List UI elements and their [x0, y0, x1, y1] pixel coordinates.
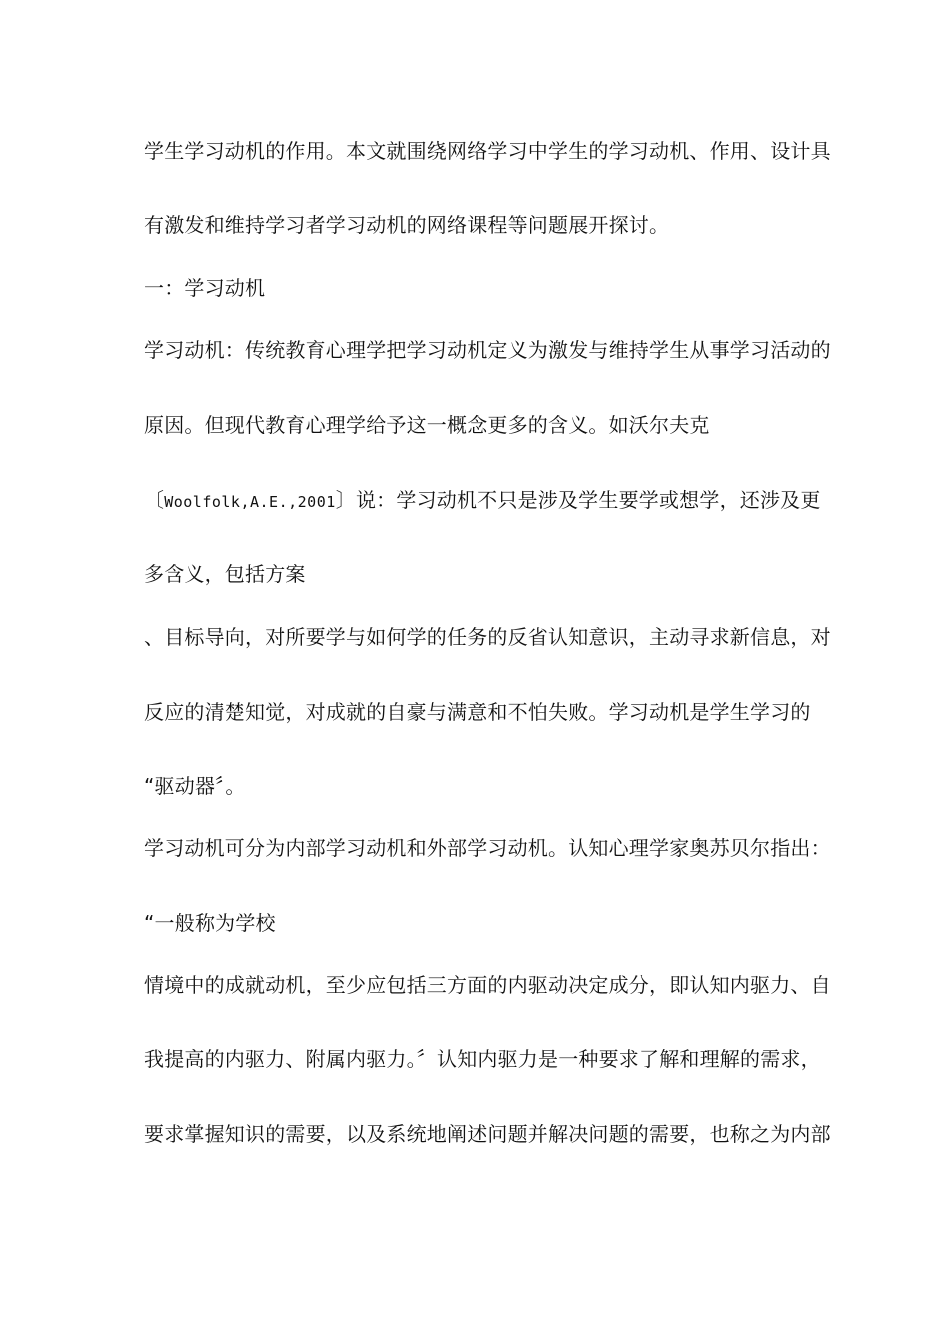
paragraph-line-4: 原因。但现代教育心理学给予这一概念更多的含义。如沃尔夫克 — [144, 413, 710, 437]
citation-text: 〕说：学习动机不只是涉及学生要学或想学，还涉及更 — [335, 488, 821, 512]
paragraph-line-10: 情境中的成就动机，至少应包括三方面的内驱动决定成分，即认知内驱力、自 — [144, 973, 831, 997]
citation-open-bracket: 〔 — [144, 488, 165, 512]
citation-reference: Woolfolk,A.E.,2001 — [164, 493, 336, 511]
paragraph-line-5: 多含义，包括方案 — [144, 562, 306, 586]
paragraph-line-11: 我提高的内驱力、附属内驱力。〞认知内驱力是一种要求了解和理解的需求， — [144, 1047, 821, 1071]
section-heading: 一：学习动机 — [144, 276, 266, 300]
paragraph-line-7: 反应的清楚知觉，对成就的自豪与满意和不怕失败。学习动机是学生学习的 — [144, 700, 811, 724]
paragraph-line-12: 要求掌握知识的需要，以及系统地阐述问题并解决问题的需要，也称之为内部 — [144, 1122, 831, 1146]
paragraph-line-3: 学习动机：传统教育心理学把学习动机定义为激发与维持学生从事学习活动的 — [144, 338, 831, 362]
paragraph-line-8: “驱动器〞。 — [144, 774, 246, 798]
paragraph-line-2: 有激发和维持学习者学习动机的网络课程等问题展开探讨。 — [144, 213, 670, 237]
paragraph-line-1: 学生学习动机的作用。本文就围绕网络学习中学生的学习动机、作用、设计具 — [144, 139, 831, 163]
quote-start-line: “一般称为学校 — [144, 911, 276, 935]
paragraph-line-9: 学习动机可分为内部学习动机和外部学习动机。认知心理学家奥苏贝尔指出： — [144, 836, 831, 860]
paragraph-line-6: 、目标导向，对所要学与如何学的任务的反省认知意识，主动寻求新信息，对 — [144, 625, 831, 649]
citation-line — [144, 488, 821, 514]
